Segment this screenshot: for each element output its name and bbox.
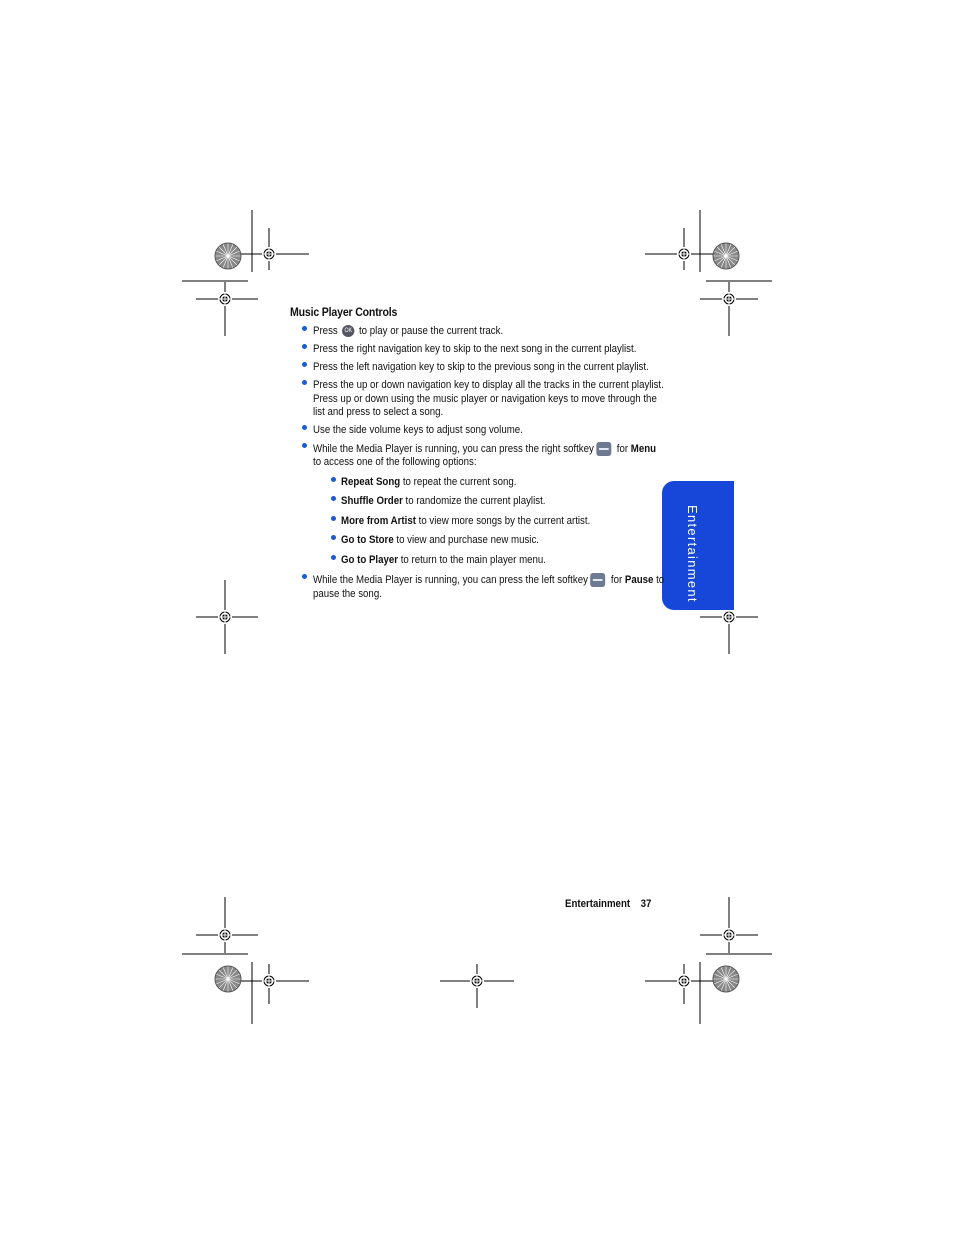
- side-tab-label: Entertainment: [685, 505, 700, 603]
- page-footer: [565, 898, 651, 910]
- item-text: to pause the song.: [313, 574, 665, 600]
- right-softkey-icon: [596, 442, 611, 456]
- menu-label: Menu: [630, 442, 657, 455]
- bullet-dot: [302, 443, 307, 448]
- page-number: 37: [640, 898, 652, 910]
- item-text: Press the right navigation key to skip to the next song in the current playlist.: [313, 343, 637, 355]
- list-item: [290, 442, 665, 567]
- list-item: [290, 361, 665, 375]
- bullet-dot: [302, 425, 307, 430]
- pause-label: Pause: [624, 574, 654, 587]
- section-heading: Music Player Controls: [290, 305, 398, 319]
- bullet-dot: [331, 555, 336, 560]
- item-text: to access one of the following options:: [313, 456, 477, 469]
- option-item: [290, 534, 665, 548]
- option-desc: to return to the main player menu.: [400, 553, 546, 566]
- options-list: [313, 476, 665, 568]
- bullet-dot: [331, 496, 336, 501]
- option-desc: to repeat the current song.: [402, 475, 517, 488]
- list-item: [290, 325, 665, 339]
- option-desc: to randomize the current playlist.: [405, 495, 546, 508]
- option-item: [290, 476, 665, 490]
- item-text: for: [616, 442, 629, 455]
- list-item: [290, 424, 665, 438]
- option-item: [290, 515, 665, 529]
- footer-section: Entertainment: [565, 898, 631, 910]
- bullet-dot: [302, 326, 307, 331]
- item-text: While the Media Player is running, you can press the right softkey: [313, 442, 594, 455]
- item-text: Press the up or down navigation key to display all the tracks in the current playlist. Press up or down using the music player or navigation keys to move through the list and press to select a song.: [313, 379, 664, 418]
- bullet-dot: [331, 477, 336, 482]
- bullet-dot: [302, 362, 307, 367]
- item-text: Press: [313, 325, 338, 337]
- bullet-dot: [302, 380, 307, 385]
- option-item: [290, 554, 665, 568]
- item-text: Press the left navigation key to skip to the previous song in the current playlist.: [313, 361, 649, 373]
- left-softkey-icon: [591, 573, 606, 587]
- page-content: [290, 305, 665, 606]
- item-text: While the Media Player is running, you can press the left softkey: [313, 574, 588, 587]
- item-text: to play or pause the current track.: [358, 325, 504, 337]
- option-name: More from Artist: [341, 514, 416, 527]
- option-name: Repeat Song: [341, 475, 401, 488]
- bullet-dot: [302, 574, 307, 579]
- option-item: [290, 495, 665, 509]
- ok-key-icon: OK: [342, 325, 354, 337]
- option-name: Go to Player: [341, 553, 399, 566]
- option-name: Go to Store: [341, 534, 394, 547]
- list-item: [290, 379, 665, 420]
- bullet-dot: [331, 535, 336, 540]
- bullet-dot: [331, 516, 336, 521]
- item-text: Use the side volume keys to adjust song volume.: [313, 424, 523, 436]
- option-desc: to view and purchase new music.: [396, 534, 539, 547]
- item-text: for: [610, 574, 623, 587]
- list-item: [290, 343, 665, 357]
- option-name: Shuffle Order: [341, 495, 403, 508]
- option-desc: to view more songs by the current artist.: [418, 514, 591, 527]
- controls-list: [290, 325, 665, 601]
- list-item: [290, 573, 665, 601]
- bullet-dot: [302, 344, 307, 349]
